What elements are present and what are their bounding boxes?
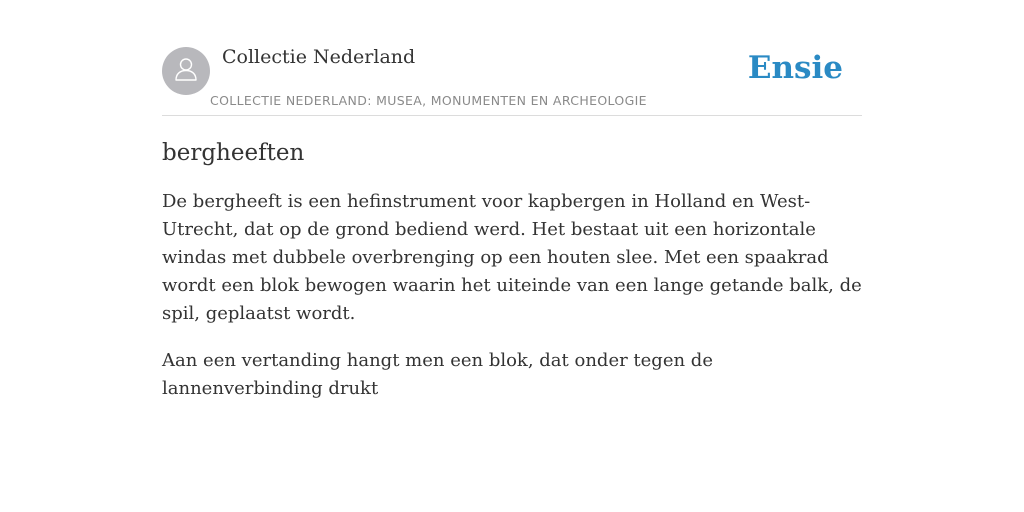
author-avatar[interactable]	[162, 47, 210, 95]
brand-logo[interactable]: Ensie	[747, 50, 843, 86]
author-name-link[interactable]: Collectie Nederland	[222, 46, 416, 68]
entry-paragraph: Aan een vertanding hangt men een blok, dat onder tegen de lannenverbinding drukt	[162, 350, 713, 399]
page	[162, 0, 862, 403]
user-silhouette-icon	[172, 55, 200, 88]
entry-header	[162, 46, 862, 116]
collection-subtitle-link[interactable]: COLLECTIE NEDERLAND: MUSEA, MONUMENTEN EN ARCHEOLOGIE	[210, 93, 647, 108]
entry-title: bergheeften	[162, 140, 305, 166]
entry-body	[162, 188, 862, 403]
entry-paragraph: De bergheeft is een hefinstrument voor kapbergen in Holland en West-Utrecht, dat op de grond bediend werd. Het bestaat uit een horizontale windas met dubbele overbrenging op een houten slee. Met een spaakrad wordt een blok bewogen waarin het uiteinde van een lange getande balk, de spil, geplaatst wordt.	[162, 191, 862, 324]
